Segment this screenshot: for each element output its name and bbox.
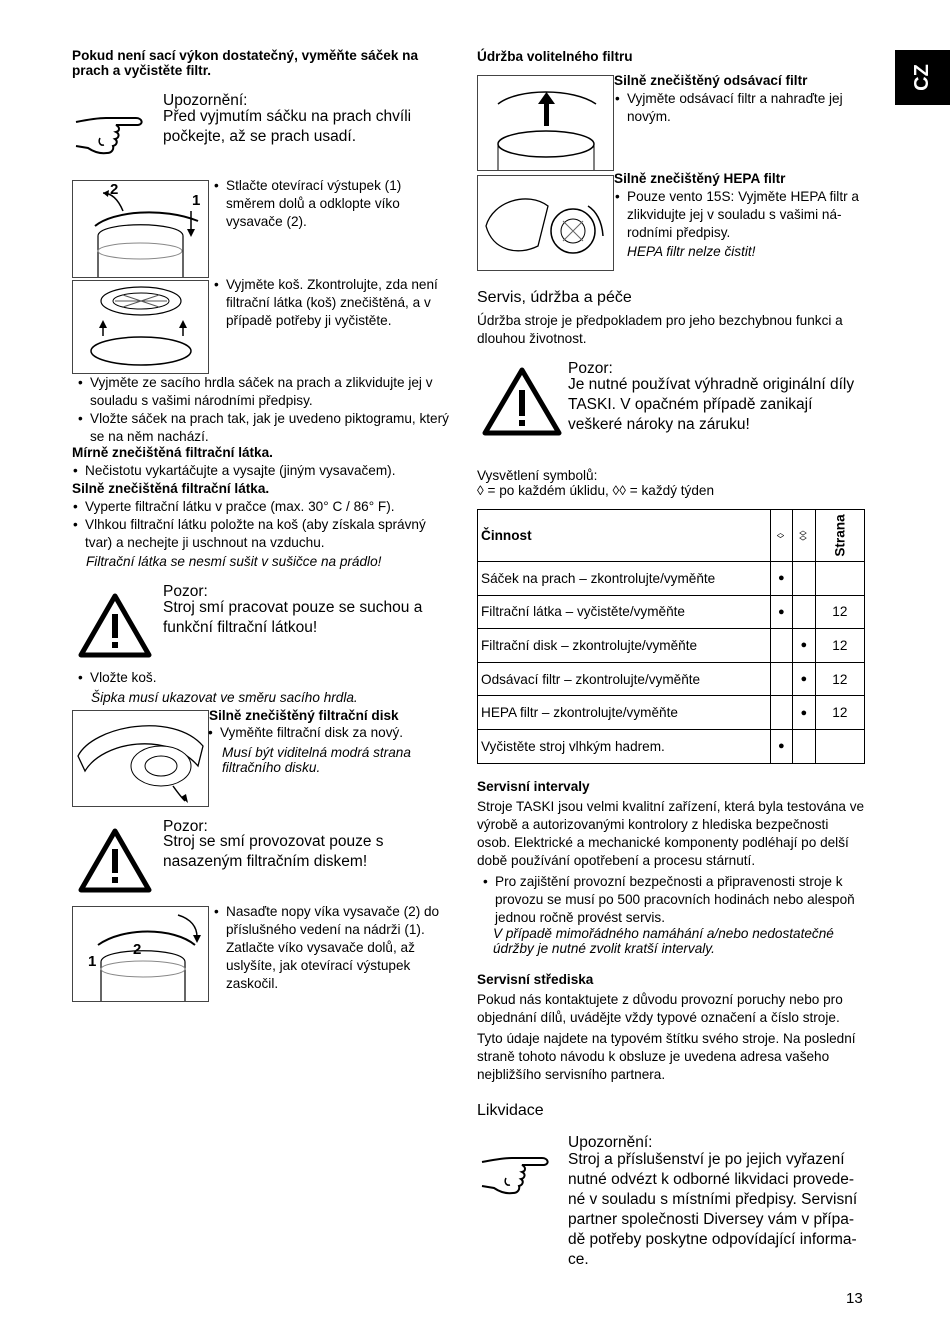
- list-item: • Vyjměte odsávací filtr a nahraďte jej novým.: [614, 90, 862, 126]
- table-header-symbol: ◊: [770, 510, 792, 562]
- caution-text: Stroj smí pracovat pouze se suchou a funkční filtrační látkou!: [163, 599, 423, 636]
- section-heading: Údržba volitelného filtru: [477, 49, 633, 64]
- intervals-list: [482, 873, 865, 927]
- italic-note: Šipka musí ukazovat ve směru sacího hrdla.: [91, 690, 358, 705]
- symbols-title: Vysvětlení symbolů:: [477, 468, 598, 483]
- italic-note: V případě mimořádného namáhání a/nebo nedostatečné údržby je nutné zvolit kratší intervaly.: [493, 926, 834, 956]
- section-heading: Silně znečištěný HEPA filtr: [614, 171, 786, 186]
- table-cell: ●: [770, 562, 792, 596]
- caution-text: Stroj se smí provozovat pouze s nasazeným filtračním diskem!: [163, 833, 384, 870]
- symbols-legend: ◊ = po každém úklidu, ◊◊ = každý týden: [477, 483, 715, 498]
- table-row: [478, 595, 865, 629]
- table-cell: [770, 662, 792, 696]
- italic-note: Filtrační látka se nesmí sušit v sušičce na prádlo!: [86, 554, 382, 569]
- note-text: Stroj a příslušenství je po jejich vyřazení nutné odvézt k odborné likvidaci provede-né v souladu s místními předpisy. Servisní partner společnosti Diversey vám v přípa-dě potřeby poskytne odpovídající informa-ce.: [568, 1151, 858, 1268]
- exhaust-list: [614, 90, 862, 126]
- step-list: [213, 276, 451, 330]
- note-text: Před vyjmutím sáčku na prach chvíli počkejte, až se prach usadí.: [163, 108, 412, 145]
- table-cell: [770, 629, 792, 663]
- section-title: Servis, údržba a péče: [477, 289, 632, 306]
- table-cell: [815, 729, 864, 763]
- section-title: Likvidace: [477, 1102, 544, 1119]
- list-item: • Vyměňte filtrační disk za nový.: [207, 724, 447, 742]
- list-item: • Pouze vento 15S: Vyjměte HEPA filtr a zlikvidujte jej v souladu s vašimi ná-rodními předpisy.: [614, 188, 864, 242]
- table-cell: HEPA filtr – zkontrolujte/vyměňte: [478, 696, 771, 730]
- table-cell: 12: [815, 595, 864, 629]
- hepa-filter-illustration: [477, 175, 614, 271]
- list-item: • Vložte koš.: [77, 669, 377, 687]
- lid-open-illustration: [72, 180, 209, 278]
- section-heading: Servisní intervaly: [477, 779, 590, 794]
- table-cell: ●: [770, 729, 792, 763]
- note-title: Upozornění:: [163, 92, 248, 109]
- paragraph: Tyto údaje najdete na typovém štítku svého stroje. Na poslední straně tohoto návodu k obsluze je uvedena adresa vašeho nejbližšího servisního partnera.: [477, 1031, 856, 1082]
- heavy-list: [72, 498, 452, 552]
- table-cell: ●: [770, 595, 792, 629]
- list-item: • Vlhkou filtrační látku položte na koš (aby získala správný tvar) a nechejte ji uschnout na vzduchu.: [72, 516, 452, 552]
- language-tab: CZ: [895, 50, 950, 105]
- section-heading: Silně znečištěný filtrační disk: [209, 708, 399, 723]
- pointing-hand-icon: [480, 1148, 555, 1203]
- warning-icon: [482, 366, 562, 436]
- paragraph: Pokud nás kontaktujete z důvodu provozní poruchy nebo pro objednání dílů, uvádějte vždy typové označení a číslo stroje.: [477, 992, 843, 1025]
- warning-icon: [78, 827, 152, 893]
- page-number: 13: [846, 1290, 863, 1307]
- insert-list: [77, 669, 377, 687]
- italic-note: Musí být viditelná modrá strana filtračního disku.: [222, 745, 411, 775]
- dust-bag-list: [77, 374, 455, 446]
- paragraph: Stroje TASKI jsou velmi kvalitní zařízení, která byla testována ve výrobě a autorizovanými kontrolory z hlediska bezpečnosti osob. Elektrické a mechanické komponenty podléhají po delší době používání opotřebení a procesu stárnutí.: [477, 799, 865, 868]
- table-row: [478, 629, 865, 663]
- list-item: • Nasaďte nopy víka vysavače (2) do příslušného vedení na nádrži (1). Zatlačte víko vysavače dolů, až uslyšíte, jak otevírací výstupek zaskočil.: [213, 903, 453, 993]
- basket-illustration: [72, 280, 209, 374]
- table-cell: [815, 562, 864, 596]
- table-cell: Vyčistěte stroj vlhkým hadrem.: [478, 729, 771, 763]
- table-cell: ●: [793, 629, 816, 663]
- exhaust-filter-illustration: [477, 75, 614, 171]
- list-item: • Vyperte filtrační látku v pračce (max. 30° C / 86° F).: [72, 498, 452, 516]
- caution-title: Pozor:: [163, 818, 208, 835]
- table-header-activity: Činnost: [478, 510, 771, 562]
- table-cell: 12: [815, 629, 864, 663]
- caution-text: Je nutné používat výhradně originální díly TASKI. V opačném případě zanikají veškeré nároky na záruku!: [568, 376, 855, 433]
- note-title: Upozornění:: [568, 1134, 653, 1151]
- warning-icon: [78, 592, 152, 658]
- figure-label: 1: [88, 953, 97, 970]
- list-item: • Pro zajištění provozní bezpečnosti a připravenosti stroje k provozu se musí po 500 pracovních hodinách nebo alespoň jednou ročně provést servis.: [482, 873, 865, 927]
- table-cell: Sáček na prach – zkontrolujte/vyměňte: [478, 562, 771, 596]
- hepa-list: [614, 188, 864, 242]
- list-item: • Nečistotu vykartáčujte a vysajte (jiným vysavačem).: [72, 462, 452, 480]
- list-item: • Vyjměte koš. Zkontrolujte, zda není filtrační látka (koš) znečištěná, a v případě potřeby ji vyčistěte.: [213, 276, 451, 330]
- caution-title: Pozor:: [568, 360, 613, 377]
- pointing-hand-icon: [74, 108, 149, 163]
- table-header-symbol: ◊◊: [793, 510, 816, 562]
- filter-disc-illustration: [72, 710, 209, 807]
- table-cell: [793, 595, 816, 629]
- table-row: [478, 662, 865, 696]
- italic-note: HEPA filtr nelze čistit!: [627, 244, 756, 259]
- table-cell: [793, 562, 816, 596]
- step-list: [213, 177, 448, 231]
- table-row: [478, 562, 865, 596]
- table-cell: [770, 696, 792, 730]
- table-cell: 12: [815, 662, 864, 696]
- table-header-page: Strana: [815, 510, 864, 562]
- table-row: [478, 696, 865, 730]
- list-item: • Stlačte otevírací výstupek (1) směrem dolů a odklopte víko vysavače (2).: [213, 177, 448, 231]
- table-cell: [793, 729, 816, 763]
- mild-list: [72, 462, 452, 480]
- figure-label: 1: [192, 192, 201, 209]
- step-list: [213, 903, 453, 993]
- maintenance-table: [477, 509, 865, 764]
- list-item: • Vložte sáček na prach tak, jak je uvedeno piktogramu, který se na něm nachází.: [77, 410, 455, 446]
- figure-label: 2: [110, 181, 119, 198]
- table-cell: Filtrační disk – zkontrolujte/vyměňte: [478, 629, 771, 663]
- section-heading: Servisní střediska: [477, 972, 594, 987]
- intro-text: Pokud není sací výkon dostatečný, vyměňte sáček na prach a vyčistěte filtr.: [72, 48, 419, 78]
- table-cell: ●: [793, 696, 816, 730]
- section-heading: Mírně znečištěná filtrační látka.: [72, 445, 273, 460]
- figure-label: 2: [133, 941, 142, 958]
- section-heading: Silně znečištěná filtrační látka.: [72, 481, 270, 496]
- table-cell: ●: [793, 662, 816, 696]
- table-cell: 12: [815, 696, 864, 730]
- list-item: • Vyjměte ze sacího hrdla sáček na prach a zlikvidujte jej v souladu s vašimi národními předpisy.: [77, 374, 455, 410]
- section-heading: Silně znečištěný odsávací filtr: [614, 73, 808, 88]
- disc-list: [207, 724, 447, 742]
- table-cell: Odsávací filtr – zkontrolujte/vyměňte: [478, 662, 771, 696]
- caution-title: Pozor:: [163, 583, 208, 600]
- table-row: [478, 729, 865, 763]
- paragraph: Údržba stroje je předpokladem pro jeho bezchybnou funkci a dlouhou životnost.: [477, 313, 843, 346]
- table-cell: Filtrační látka – vyčistěte/vyměňte: [478, 595, 771, 629]
